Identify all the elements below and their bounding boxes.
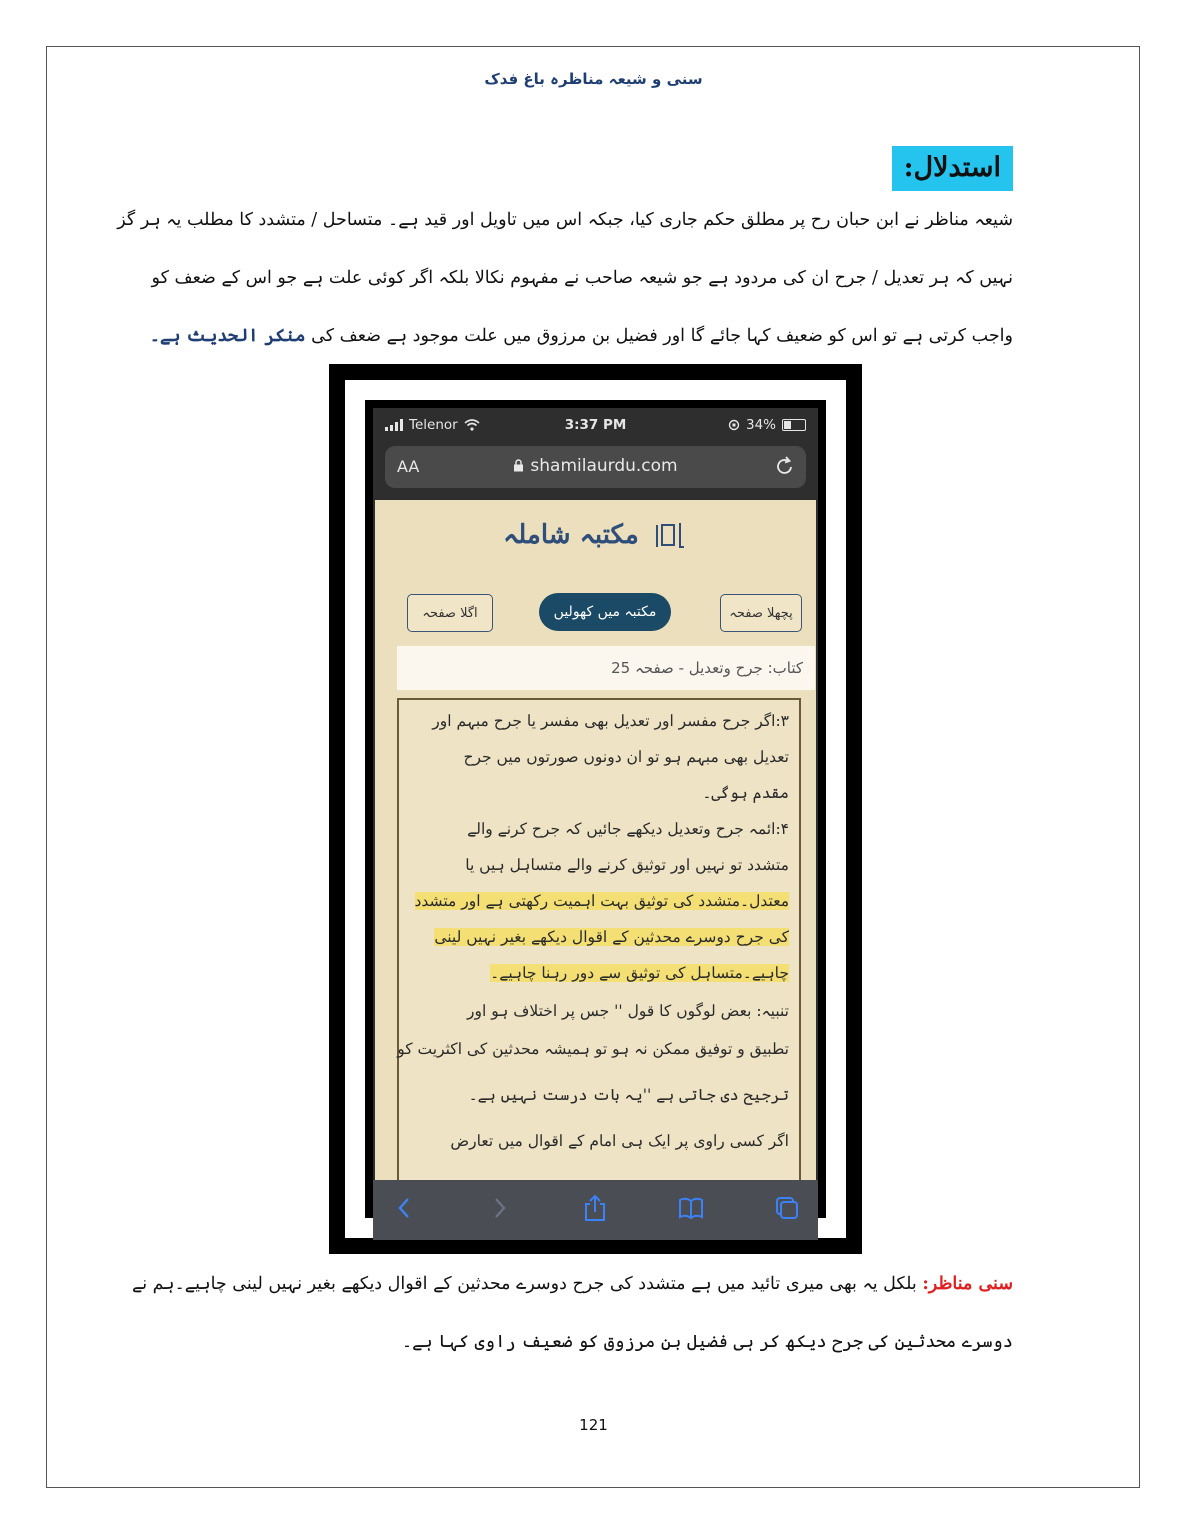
- tabs-icon[interactable]: [773, 1194, 801, 1222]
- orientation-lock-icon: [728, 419, 740, 431]
- url-text: shamilaurdu.com: [530, 456, 678, 476]
- scan-line: تنبیہ: بعض لوگوں کا قول '' جس پر اختلاف ہو اور: [467, 1002, 789, 1020]
- battery-icon: [782, 419, 806, 431]
- paragraph-line: [131, 1264, 1013, 1322]
- paragraph-line: نہیں کہ ہر تعدیل / جرح ان کی مردود ہے جو شیعہ صاحب نے مفہوم نکالا بلکہ اگر کوئی علت ہے جو اس کے ضعف کو: [151, 268, 1013, 288]
- phone-screenshot: [329, 364, 862, 1254]
- open-in-library-button[interactable]: مکتبہ میں کھولیں: [539, 593, 671, 631]
- book-icon: [654, 521, 688, 551]
- highlighted-term: منکر الحدیث ہے۔: [149, 326, 306, 346]
- scan-line: تعدیل بھی مبہم ہو تو ان دونوں صورتوں میں جرح: [463, 748, 789, 766]
- paragraph-text: بلکل یہ بھی میری تائید میں ہے متشدد کی جرح دوسرے محدثین کے اقوال دیکھے بغیر نہیں لینی چاہیے۔ہم نے: [131, 1274, 917, 1294]
- phone-screen: [373, 408, 818, 1210]
- status-bar: [373, 408, 818, 442]
- paragraph-text: واجب کرتی ہے تو اس کو ضعیف کہا جائے گا اور فضیل بن مرزوق میں علت موجود ہے ضعف کی: [311, 326, 1013, 346]
- status-time: 3:37 PM: [564, 417, 627, 433]
- text-size-button[interactable]: AA: [397, 457, 420, 476]
- phone-frame: [345, 380, 846, 1238]
- bookmarks-icon[interactable]: [677, 1194, 705, 1222]
- back-icon[interactable]: [391, 1194, 419, 1222]
- share-icon[interactable]: [581, 1194, 609, 1222]
- url-field[interactable]: [385, 456, 806, 476]
- scanned-book-page: [397, 698, 801, 1188]
- reload-icon[interactable]: [774, 454, 796, 478]
- scan-line: متشدد تو نہیں اور توثیق کرنے والے متساہل ہیں یا: [465, 856, 789, 874]
- scan-line-highlighted: [407, 884, 789, 918]
- lock-icon: [513, 459, 524, 472]
- carrier-name: Telenor: [409, 417, 458, 433]
- book-page-label: کتاب: جرح وتعدیل - صفحہ 25: [397, 646, 815, 690]
- battery-percent: 34%: [745, 417, 776, 433]
- web-content: [375, 500, 816, 1180]
- highlight-text: معتدل۔متشدد کی توثیق بہت اہمیت رکھتی ہے اور متشدد: [414, 892, 789, 910]
- paragraph-response: [131, 1264, 1013, 1380]
- logo-text: مکتبہ شاملہ: [503, 520, 639, 550]
- next-page-button[interactable]: اگلا صفحہ: [407, 594, 493, 632]
- address-bar[interactable]: [385, 446, 806, 488]
- scan-line: ۳:اگر جرح مفسر اور تعدیل بھی مفسر یا جرح مبہم اور: [432, 712, 789, 730]
- browser-toolbar: [373, 1180, 818, 1240]
- highlight-text: کی جرح دوسرے محدثین کے اقوال دیکھے بغیر نہیں لینی: [434, 928, 789, 946]
- site-logo: [375, 520, 816, 551]
- page-number: 121: [579, 1416, 608, 1434]
- scan-line: اگر کسی راوی پر ایک ہی امام کے اقوال میں تعارض: [450, 1132, 789, 1150]
- paragraph-line: دوسرے محدثین کی جرح دیکھ کر ہی فضیل بن مرزوق کو ضعیف راوی کہا ہے۔: [401, 1332, 1013, 1352]
- page-header-title: سنی و شیعہ مناظرہ باغ فدک: [484, 70, 703, 88]
- forward-icon[interactable]: [485, 1194, 513, 1222]
- paragraph-argument: [117, 200, 1013, 374]
- speaker-label: سنی مناظر:: [922, 1274, 1013, 1294]
- scan-line: تطبیق و توفیق ممکن نہ ہو تو ہمیشہ محدثین کی اکثریت کو: [397, 1040, 789, 1058]
- highlight-text: چاہیے۔متساہل کی توثیق سے دور رہنا چاہیے۔: [490, 964, 789, 982]
- phone-bezel: [365, 400, 826, 1218]
- scan-line: ترجیح دی جاتی ہے ''یہ بات درست نہیں ہے۔: [468, 1086, 789, 1104]
- scan-line: ۴:ائمہ جرح وتعدیل دیکھے جائیں کہ جرح کرنے والے: [467, 820, 789, 838]
- scan-line-highlighted: [407, 920, 789, 954]
- section-heading: استدلال:: [892, 146, 1013, 191]
- paragraph-line: شیعہ مناظر نے ابن حبان رح پر مطلق حکم جاری کیا، جبکہ اس میں تاویل اور قید ہے۔ متساحل / متشدد کا مطلب یہ ہر گز: [117, 210, 1013, 230]
- scan-line-highlighted: [407, 956, 789, 990]
- scan-line: مقدم ہوگی۔: [702, 784, 789, 802]
- previous-page-button[interactable]: پچھلا صفحہ: [720, 594, 802, 632]
